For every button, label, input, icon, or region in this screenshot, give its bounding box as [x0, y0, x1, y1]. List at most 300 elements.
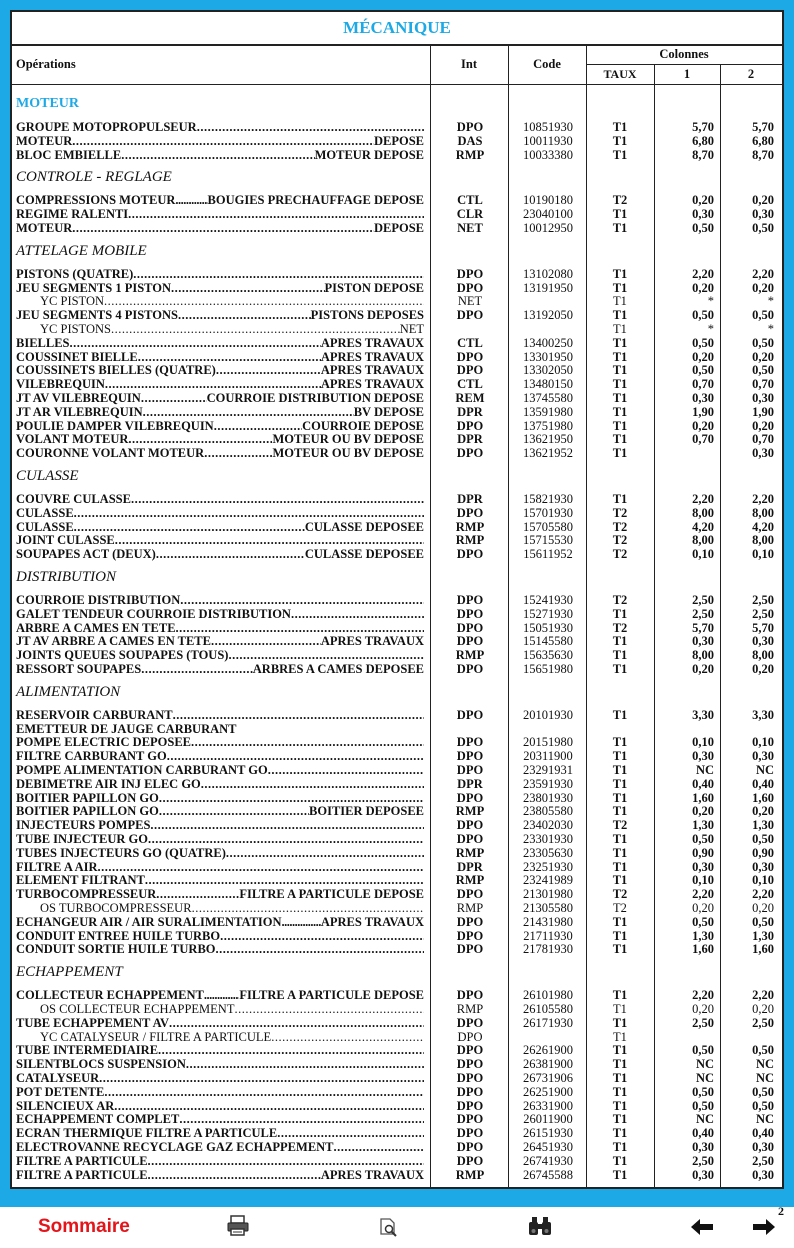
col1-cell: NC: [695, 1112, 714, 1127]
taux-cell: T1: [613, 1029, 627, 1044]
operation-label: POMPE ELECTRIC DEPOSEE: [16, 735, 192, 750]
code-cell: 15705580: [523, 519, 573, 534]
taux-cell: T1: [612, 1057, 628, 1072]
taux-cell: T1: [612, 859, 628, 874]
operation-label: TUBES INJECTEURS GO (QUATRE): [16, 845, 226, 860]
operation-condition: FILTRE A PARTICULE DEPOSE: [239, 988, 424, 1003]
table-row: [12, 988, 782, 1002]
col2-cell: 0,30: [752, 1167, 774, 1182]
operation-cell: [16, 419, 424, 433]
col2-cell: 0,50: [752, 1098, 774, 1113]
code-cell: 26151930: [523, 1126, 573, 1141]
table-row: [12, 308, 782, 322]
col1-cell: 8,70: [692, 147, 714, 162]
dot-leader: [334, 1140, 424, 1154]
dot-leader: [228, 648, 424, 662]
operation-cell: [16, 593, 424, 607]
col1-cell: 0,30: [692, 207, 714, 222]
operation-label: PISTONS (QUATRE): [16, 266, 134, 281]
operation-cell: [16, 281, 424, 295]
arrow-left-icon[interactable]: [690, 1218, 714, 1241]
operation-label: SILENTBLOCS SUSPENSION: [16, 1057, 186, 1072]
operation-label: CONDUIT SORTIE HUILE TURBO: [16, 942, 216, 957]
dot-leader: [179, 1112, 424, 1126]
operation-label: JOINT CULASSE: [16, 533, 115, 548]
dot-leader: [115, 533, 424, 547]
operation-cell: [16, 1168, 424, 1182]
operation-label: INJECTEURS POMPES: [16, 818, 151, 833]
taux-cell: T2: [612, 887, 628, 902]
taux-cell: T1: [612, 349, 628, 364]
dot-leader: [114, 1099, 424, 1113]
col1-cell: 5,70: [692, 120, 714, 134]
dot-leader: [180, 593, 424, 607]
taux-cell: T1: [613, 1002, 627, 1016]
code-cell: 21305580: [523, 901, 573, 915]
table-row: [12, 777, 782, 791]
dot-leader: [216, 942, 425, 956]
dot-leader: [145, 873, 424, 887]
table-row: [12, 267, 782, 281]
table-row: [12, 708, 782, 722]
operation-condition: MOTEUR OU BV DEPOSE: [272, 432, 424, 447]
col2-cell: 2,50: [752, 606, 774, 621]
code-cell: 13751980: [523, 418, 573, 433]
col2-cell: 0,50: [752, 832, 774, 846]
taux-cell: T1: [612, 634, 628, 649]
operation-label: FILTRE A PARTICULE: [16, 1153, 148, 1168]
col1-cell: 0,20: [692, 193, 714, 208]
header-operations: Opérations: [16, 57, 76, 71]
table-row: [12, 134, 782, 148]
int-cell: DPO: [456, 1043, 484, 1058]
taux-cell: T2: [612, 193, 628, 208]
taux-cell: T1: [612, 845, 628, 860]
col2-cell: 1,30: [752, 818, 774, 833]
table-row: [12, 887, 782, 901]
operation-cell: [16, 873, 424, 887]
taux-cell: T1: [612, 404, 628, 419]
col1-cell: 2,20: [692, 492, 714, 506]
col1-cell: 6,80: [692, 133, 714, 148]
code-cell: 15635630: [523, 648, 573, 663]
taux-cell: T1: [612, 832, 628, 846]
operation-cell: [16, 363, 424, 377]
dot-leader: [143, 405, 354, 419]
code-cell: 15701930: [523, 505, 573, 520]
int-cell: DPO: [456, 418, 484, 433]
operation-cell: [16, 432, 424, 446]
col2-cell: 0,20: [752, 418, 774, 433]
operation-label: JEU SEGMENTS 4 PISTONS: [16, 308, 178, 323]
operation-condition: APRES TRAVAUX: [320, 363, 424, 378]
dot-leader: [176, 621, 424, 635]
dot-leader: [128, 207, 424, 221]
dot-leader: [282, 915, 321, 929]
col2-cell: 0,50: [752, 363, 774, 378]
dot-leader: [150, 818, 424, 832]
col1-cell: 1,30: [692, 818, 714, 833]
int-cell: DPO: [456, 1126, 484, 1141]
table-row: [12, 419, 782, 433]
taux-cell: T1: [612, 207, 628, 222]
dot-leader: [169, 1016, 424, 1030]
code-cell: 20311900: [523, 749, 573, 764]
header-colonnes: Colonnes: [659, 47, 709, 61]
operation-label: MOTEUR: [16, 133, 73, 148]
code-cell: 23801930: [523, 790, 573, 805]
operation-label: MOTEUR: [16, 221, 73, 235]
table-row: [12, 1030, 782, 1044]
dot-leader: [173, 708, 424, 722]
col2-cell: 0,20: [752, 901, 774, 915]
taux-cell: T1: [612, 363, 628, 378]
operation-label: TUBE ECHAPPEMENT AV: [16, 1015, 170, 1030]
operation-cell: [16, 662, 424, 676]
code-cell: 26261900: [523, 1043, 573, 1058]
code-cell: 13102080: [523, 266, 573, 281]
operation-condition: MOTEUR DEPOSE: [314, 147, 424, 162]
col1-cell: 0,30: [692, 859, 714, 874]
int-cell: DPO: [456, 1112, 484, 1127]
operation-label: COURROIE DISTRIBUTION: [16, 593, 181, 607]
operation-label: COUVRE CULASSE: [16, 492, 131, 506]
int-cell: DPO: [456, 505, 484, 520]
sommaire-link[interactable]: Sommaire: [38, 1216, 130, 1237]
operation-cell: [16, 1002, 424, 1016]
operation-cell: [16, 1085, 424, 1099]
int-cell: DPO: [456, 832, 484, 846]
table-row: [12, 915, 782, 929]
col1-cell: 1,60: [692, 942, 714, 957]
col2-cell: 0,70: [752, 432, 774, 447]
operation-cell: [16, 377, 424, 391]
operation-cell: [16, 791, 424, 805]
operation-condition: APRES TRAVAUX: [320, 377, 424, 392]
int-cell: DPR: [457, 404, 483, 419]
code-cell: 13302050: [523, 363, 573, 378]
operation-label: RESSORT SOUPAPES: [16, 662, 142, 676]
operation-label: RESERVOIR CARBURANT: [16, 707, 173, 722]
operation-label: TUBE INTERMEDIAIRE: [16, 1043, 159, 1058]
col1-cell: 0,50: [692, 914, 714, 929]
dot-leader: [156, 547, 305, 561]
col2-cell: 6,80: [752, 133, 774, 148]
code-cell: 26101980: [523, 988, 573, 1003]
col1-cell: 1,60: [692, 790, 714, 805]
taux-cell: T1: [612, 1140, 628, 1154]
table-row: [12, 221, 782, 235]
code-cell: 23305630: [523, 845, 573, 860]
code-cell: 10190180: [523, 193, 573, 208]
col2-cell: 0,40: [752, 776, 774, 791]
col2-cell: 0,20: [752, 349, 774, 364]
dot-leader: [234, 1002, 424, 1016]
col1-cell: *: [707, 322, 714, 336]
dot-leader: [111, 322, 400, 336]
dot-leader: [159, 791, 424, 805]
col1-cell: 0,50: [692, 1098, 714, 1113]
dot-leader: [74, 506, 424, 520]
section-heading: ECHAPPEMENT: [16, 964, 123, 981]
taux-cell: T1: [612, 790, 628, 805]
dot-leader: [175, 193, 207, 207]
code-cell: 13301950: [523, 349, 573, 364]
operation-label: GALET TENDEUR COURROIE DISTRIBUTION: [16, 606, 291, 621]
operation-label: GROUPE MOTOPROPULSEUR: [16, 120, 197, 134]
col2-cell: 0,10: [752, 873, 774, 888]
operation-cell: [16, 915, 424, 929]
operation-label: BOITIER PAPILLON GO: [16, 790, 159, 805]
page-title: MÉCANIQUE: [12, 12, 782, 46]
operation-cell: [16, 533, 424, 547]
int-cell: RMP: [455, 533, 485, 548]
operation-condition: APRES TRAVAUX: [320, 634, 424, 649]
dot-leader: [204, 446, 272, 460]
int-cell: DPO: [456, 662, 484, 676]
code-cell: 26011900: [523, 1112, 573, 1127]
col1-cell: 2,20: [692, 988, 714, 1003]
operation-label: JOINTS QUEUES SOUPAPES (TOUS): [16, 648, 229, 663]
taux-cell: T1: [612, 1098, 628, 1113]
col2-cell: 8,70: [752, 147, 774, 162]
table-row: [12, 405, 782, 419]
dot-leader: [148, 1168, 321, 1182]
code-cell: 10851930: [523, 120, 573, 134]
table-row: [12, 377, 782, 391]
operation-label: FILTRE CARBURANT GO: [16, 749, 167, 764]
operation-label: OS TURBOCOMPRESSEUR: [40, 901, 192, 915]
col2-cell: 2,20: [752, 887, 774, 902]
taux-cell: T2: [613, 901, 627, 915]
dot-leader: [72, 221, 374, 235]
dot-leader: [201, 777, 424, 791]
col1-cell: 2,50: [692, 593, 714, 607]
code-cell: 20151980: [523, 735, 573, 750]
table-row: [12, 846, 782, 860]
table-row: [12, 148, 782, 162]
int-cell: RMP: [455, 1167, 485, 1182]
operation-condition: APRES TRAVAUX: [320, 349, 424, 364]
col1-cell: NC: [695, 1071, 714, 1085]
dot-leader: [131, 492, 424, 506]
int-cell: DPO: [456, 914, 484, 929]
operation-label: CONDUIT ENTREE HUILE TURBO: [16, 928, 221, 943]
int-cell: RMP: [455, 147, 485, 162]
col2-cell: 8,00: [752, 648, 774, 663]
int-cell: NET: [457, 294, 483, 309]
arrow-right-icon[interactable]: [752, 1218, 776, 1241]
operation-label: POMPE ALIMENTATION CARBURANT GO: [16, 763, 268, 777]
int-cell: DPO: [456, 620, 484, 635]
col2-cell: 0,70: [752, 377, 774, 392]
table-row: [12, 873, 782, 887]
code-cell: 26745588: [523, 1167, 573, 1182]
int-cell: DPO: [456, 120, 484, 134]
taux-cell: T1: [612, 377, 628, 392]
code-cell: 13400250: [523, 335, 573, 350]
table-row: [12, 363, 782, 377]
dot-leader: [141, 391, 207, 405]
taux-cell: T1: [612, 988, 628, 1003]
operation-cell: [16, 308, 424, 322]
int-cell: DPO: [456, 1084, 484, 1099]
navigation-toolbar: [0, 1204, 794, 1248]
col1-cell: 0,20: [692, 901, 714, 915]
col1-cell: 0,30: [692, 749, 714, 764]
operation-label: YC PISTONS: [40, 322, 111, 336]
code-cell: 26105580: [523, 1002, 573, 1016]
col2-cell: 0,10: [752, 735, 774, 750]
operation-condition: APRES TRAVAUX: [320, 914, 424, 929]
section-heading: DISTRIBUTION: [16, 569, 116, 585]
code-cell: 15651980: [523, 662, 573, 676]
operation-cell: [16, 648, 424, 662]
operation-label: ELECTROVANNE RECYCLAGE GAZ ECHAPPEMENT: [16, 1140, 334, 1154]
taux-cell: T1: [612, 280, 628, 295]
table-row: [12, 860, 782, 874]
col2-cell: NC: [755, 763, 774, 777]
taux-cell: T1: [612, 1084, 628, 1099]
operation-label: VILEBREQUIN: [16, 377, 105, 392]
col2-cell: 1,60: [752, 942, 774, 957]
taux-cell: T1: [612, 1015, 628, 1030]
int-cell: DPR: [457, 776, 483, 791]
dot-leader: [197, 120, 424, 134]
dot-leader: [167, 749, 424, 763]
dot-leader: [191, 735, 424, 749]
dot-leader: [156, 887, 239, 901]
operation-label: YC CATALYSEUR / FILTRE A PARTICULE: [40, 1029, 272, 1044]
section-heading: MOTEUR: [16, 96, 79, 111]
printer-icon[interactable]: [226, 1215, 250, 1242]
taux-cell: T1: [612, 1167, 628, 1182]
operation-cell: [16, 777, 424, 791]
int-cell: DPO: [456, 928, 484, 943]
operation-cell: [16, 722, 424, 736]
code-cell: 15821930: [523, 492, 573, 506]
dot-leader: [148, 1154, 424, 1168]
int-cell: NET: [457, 221, 483, 235]
col2-cell: 2,50: [752, 1153, 774, 1168]
operation-label: ECHAPPEMENT COMPLET: [16, 1112, 180, 1127]
dot-leader: [186, 1057, 424, 1071]
table-row: [12, 929, 782, 943]
operation-cell: [16, 1016, 424, 1030]
code-cell: 26451930: [523, 1140, 573, 1154]
binoculars-icon[interactable]: [526, 1215, 554, 1242]
code-cell: 15271930: [523, 606, 573, 621]
dot-leader: [158, 1043, 424, 1057]
operation-cell: [16, 134, 424, 148]
code-cell: 15241930: [523, 593, 573, 607]
operation-condition: APRES TRAVAUX: [320, 335, 424, 350]
table-row: [12, 1099, 782, 1113]
col1-cell: 8,00: [692, 648, 714, 663]
operation-cell: [16, 763, 424, 777]
document-sheet: [10, 10, 784, 1189]
table-row: [12, 1043, 782, 1057]
operation-label: ELEMENT FILTRANT: [16, 873, 145, 888]
table-row: [12, 432, 782, 446]
operation-label: CATALYSEUR: [16, 1071, 100, 1085]
operation-label: COURONNE VOLANT MOTEUR: [16, 446, 205, 461]
operation-condition: PISTON DEPOSE: [324, 280, 424, 295]
taux-cell: T1: [612, 749, 628, 764]
int-cell: REM: [455, 391, 485, 405]
operation-label: POT DETENTE: [16, 1084, 105, 1099]
operation-cell: [16, 1071, 424, 1085]
operation-label: REGIME RALENTI: [16, 207, 129, 222]
operation-cell: [16, 1043, 424, 1057]
taux-cell: T1: [612, 335, 628, 350]
table-row: [12, 120, 782, 134]
page-number: 2: [778, 1204, 784, 1218]
code-cell: 15145580: [523, 634, 573, 649]
operation-condition: PISTONS DEPOSES: [310, 308, 424, 323]
dot-leader: [105, 377, 321, 391]
int-cell: DPO: [456, 763, 484, 777]
taux-cell: T1: [612, 266, 628, 281]
int-cell: DPO: [456, 308, 484, 323]
operation-cell: [16, 634, 424, 648]
table-row: [12, 634, 782, 648]
operation-condition: APRES TRAVAUX: [320, 1167, 424, 1182]
taux-cell: T1: [612, 432, 628, 447]
col2-cell: 4,20: [752, 519, 774, 534]
int-cell: DPO: [456, 749, 484, 764]
col1-cell: 5,70: [692, 620, 714, 635]
operation-cell: [16, 621, 424, 635]
operation-condition: CULASSE DEPOSEE: [304, 519, 424, 534]
int-cell: DPO: [456, 790, 484, 805]
taux-cell: T1: [612, 221, 628, 235]
table-row: [12, 749, 782, 763]
int-cell: DPO: [456, 606, 484, 621]
dot-leader: [226, 846, 424, 860]
taux-cell: T1: [612, 133, 628, 148]
col2-cell: 0,50: [752, 1084, 774, 1099]
table-row: [12, 791, 782, 805]
operation-cell: [16, 267, 424, 281]
col2-cell: 5,70: [752, 620, 774, 635]
operation-label: TURBOCOMPRESSEUR: [16, 887, 157, 902]
int-cell: DPO: [456, 593, 484, 607]
col1-cell: 0,30: [692, 1140, 714, 1154]
zoom-page-icon[interactable]: [378, 1217, 400, 1244]
dot-leader: [138, 350, 321, 364]
operation-label: SILENCIEUX AR: [16, 1098, 115, 1113]
code-cell: 26741930: [523, 1153, 573, 1168]
code-cell: 23301930: [523, 832, 573, 846]
col1-cell: 0,50: [692, 308, 714, 323]
col2-cell: 1,60: [752, 790, 774, 805]
taux-cell: T1: [612, 914, 628, 929]
taux-cell: T1: [612, 776, 628, 791]
col1-cell: 1,30: [692, 928, 714, 943]
dot-leader: [220, 929, 424, 943]
int-cell: DPR: [457, 432, 483, 447]
operation-label: EMETTEUR DE JAUGE CARBURANT: [16, 721, 237, 736]
col1-cell: 0,50: [692, 363, 714, 378]
operation-condition: COURROIE DISTRIBUTION DEPOSE: [206, 391, 424, 405]
col2-cell: 0,20: [752, 280, 774, 295]
code-cell: 13621952: [523, 446, 573, 461]
taux-cell: T1: [612, 391, 628, 405]
col1-cell: 0,10: [692, 735, 714, 750]
operation-cell: [16, 405, 424, 419]
operation-label: ECHANGEUR AIR / AIR SURALIMENTATION: [16, 914, 282, 929]
